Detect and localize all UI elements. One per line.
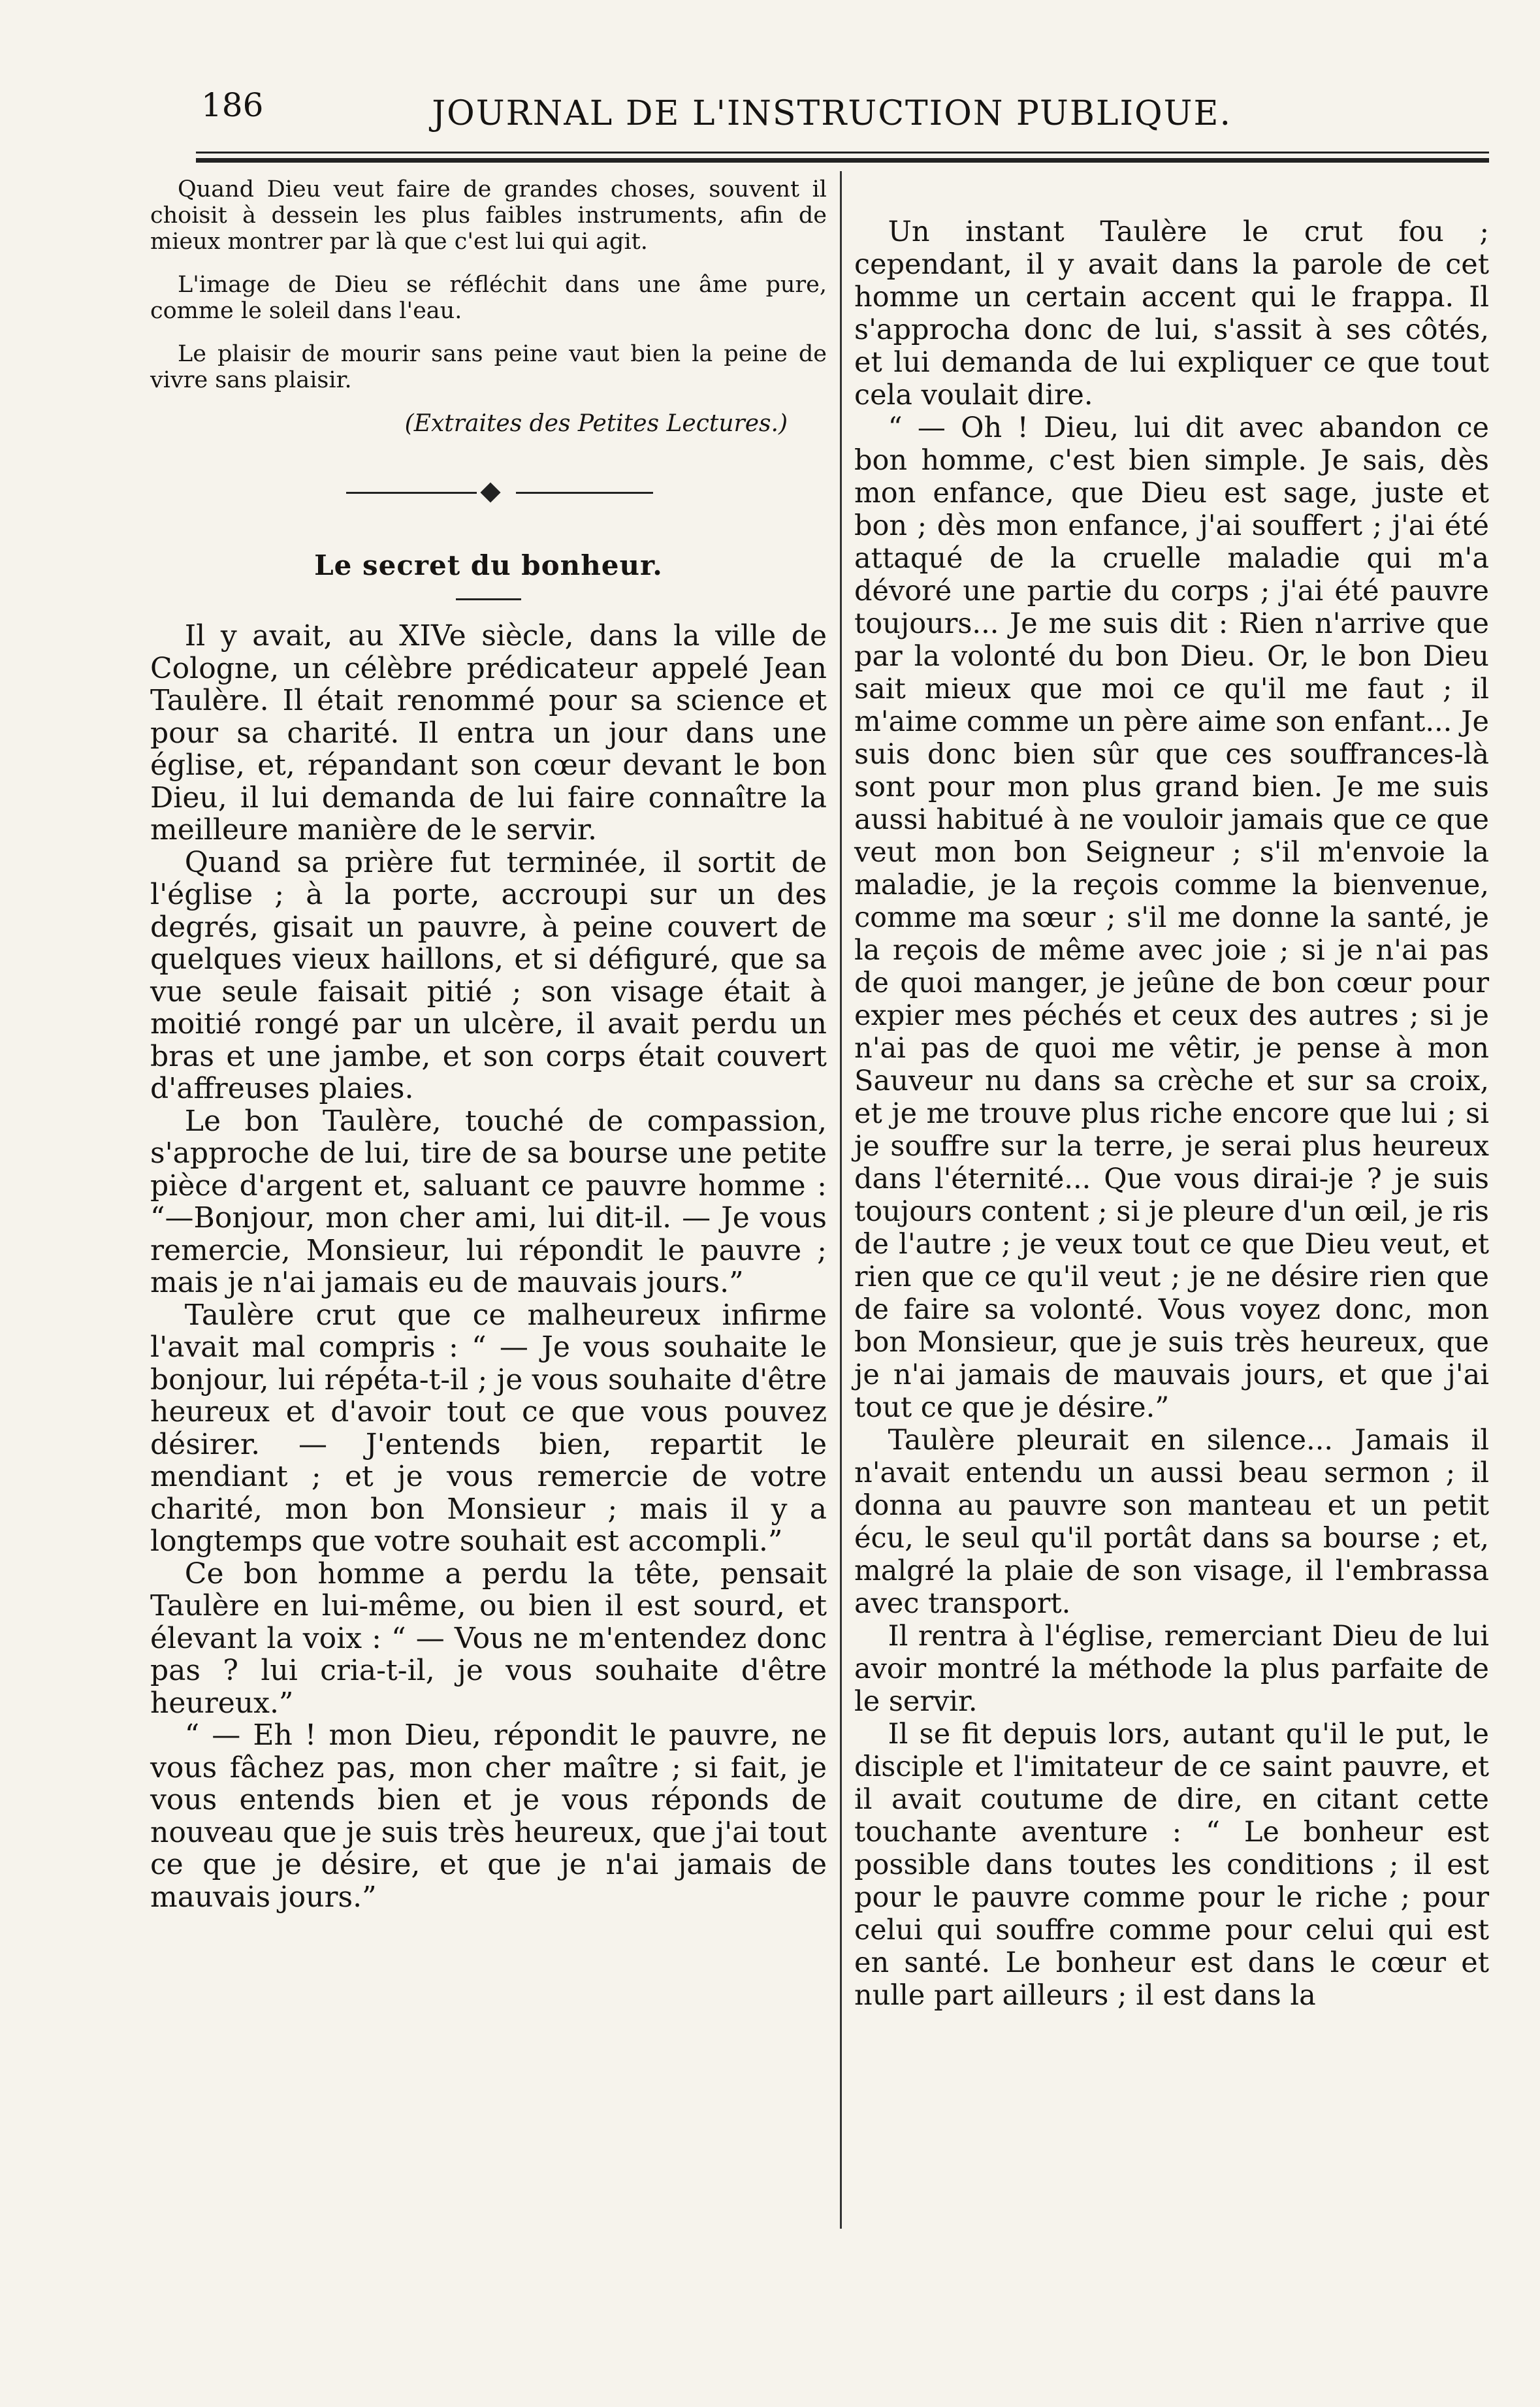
story-left-text (150, 620, 827, 1913)
story-paragraph: Il rentra à l'église, remerciant Dieu de lui avoir montré la méthode la plus parfaite de le servir. (854, 1620, 1489, 1718)
story-paragraph: Quand sa prière fut terminée, il sortit de l'église ; à la porte, accroupi sur un des degrés, gisait un pauvre, à peine couvert de quelques vieux haillons, et si défiguré, que sa vue seule faisait pitié ; son visage était à moitié rongé par un ulcère, il avait perdu un bras et une jambe, et son corps était couvert d'affreuses plaies. (150, 845, 827, 1105)
section-ornament (150, 460, 827, 526)
maxims-source: (Extraites des Petites Lectures.) (404, 410, 788, 437)
left-column (150, 176, 827, 1913)
right-column (854, 176, 1489, 2012)
maxim: L'image de Dieu se réfléchit dans une âme pure, comme le soleil dans l'eau. (150, 272, 827, 324)
column-divider (840, 171, 842, 2229)
story-paragraph: Il se fit depuis lors, autant qu'il le put, le disciple et l'imitateur de ce saint pauvre, et il avait coutume de dire, en citant cette touchante aventure : “ Le bonheur est possible dans toutes les conditions ; il est pour le pauvre comme pour le riche ; pour celui qui souffre comme pour celui qui est en santé. Le bonheur est dans le cœur et nulle part ailleurs ; il est dans la (854, 1718, 1489, 2012)
story-paragraph: Il y avait, au XIVe siècle, dans la ville de Cologne, un célèbre prédicateur appelé Jean Taulère. Il était renommé pour sa science et pour sa charité. Il entra un jour dans une église, et, répandant son cœur devant le bon Dieu, il lui demanda de lui faire connaître la meilleure manière de le servir. (150, 619, 827, 847)
story-right-text (854, 216, 1489, 2012)
story-paragraph: Ce bon homme a perdu la tête, pensait Taulère en lui-même, ou bien il est sourd, et élevant la voix : “ — Vous ne m'entendez donc pas ? lui cria-t-il, je vous souhaite d'être heureux.” (150, 1557, 827, 1720)
page-number: 186 (201, 86, 264, 124)
story-paragraph: Taulère pleurait en silence... Jamais il n'avait entendu un aussi beau sermon ; il donna au pauvre son manteau et un petit écu, le seul qu'il portât dans sa bourse ; et, malgré la plaie de son visage, il l'embrassa avec transport. (854, 1424, 1489, 1620)
running-title: JOURNAL DE L'INSTRUCTION PUBLIQUE. (432, 94, 1232, 133)
title-rule (456, 598, 521, 600)
maxim: Le plaisir de mourir sans peine vaut bien la peine de vivre sans plaisir. (150, 341, 827, 393)
story-paragraph: Taulère crut que ce malheureux infirme l'avait mal compris : “ — Je vous souhaite le bonjour, lui répéta-t-il ; je vous souhaite d'être heureux et d'avoir tout ce que vous pouvez désirer. — J'entends bien, repartit le mendiant ; et je vous remercie de votre charité, mon bon Monsieur ; mais il y a longtemps que votre souhait est accompli.” (150, 1298, 827, 1558)
page-header (196, 77, 1251, 149)
header-rule-thick (196, 158, 1489, 163)
story-title: Le secret du bonheur. (314, 549, 663, 581)
story-paragraph: “ — Eh ! mon Dieu, répondit le pauvre, ne vous fâchez pas, mon cher maître ; si fait, je vous entends bien et je vous réponds de nouveau que je suis très heureux, que j'ai tout ce que je désire, et que je n'ai jamais de mauvais jours.” (150, 1719, 827, 1914)
maxim: Quand Dieu veut faire de grandes choses, souvent il choisit à dessein les plus faibles instruments, afin de mieux montrer par là que c'est lui qui agit. (150, 176, 827, 255)
ornament-diamond (480, 482, 500, 502)
story-paragraph: Le bon Taulère, touché de compassion, s'approche de lui, tire de sa bourse une petite pièce d'argent et, saluant ce pauvre homme : “—Bonjour, mon cher ami, lui dit-il. — Je vous remercie, Monsieur, lui répondit le pauvre ; mais je n'ai jamais eu de mauvais jours.” (150, 1104, 827, 1299)
story-paragraph: “ — Oh ! Dieu, lui dit avec abandon ce bon homme, c'est bien simple. Je sais, dès mon enfance, que Dieu est sage, juste et bon ; dès mon enfance, j'ai souffert ; j'ai été attaqué de la cruelle maladie qui m'a dévoré une partie du corps ; j'ai été pauvre toujours... Je me suis dit : Rien n'arrive que par la volonté du bon Dieu. Or, le bon Dieu sait mieux que moi ce qu'il me faut ; il m'aime comme un père aime son enfant... Je suis donc bien sûr que ces souffrances-là sont pour mon plus grand bien. Je me suis aussi habitué à ne vouloir jamais que ce que veut mon bon Seigneur ; s'il m'envoie la maladie, je la reçois comme la bienvenue, comme ma sœur ; s'il me donne la santé, je la reçois de même avec joie ; si je n'ai pas de quoi manger, je jeûne de bon cœur pour expier mes péchés et ceux des autres ; si je n'ai pas de quoi me vêtir, je pense à mon Sauveur nu dans sa crèche et sur sa croix, et je me trouve plus riche encore que lui ; si je souffre sur la terre, je serai plus heureux dans l'éternité... Que vous dirai-je ? je suis toujours content ; si je pleure d'un œil, je ris de l'autre ; je veux tout ce que Dieu veut, et rien que ce qu'il veut ; je ne désire rien que de faire sa volonté. Vous voyez donc, mon bon Monsieur, que je suis très heureux, que je n'ai jamais de mauvais jours, et que j'ai tout ce que je désire.” (854, 412, 1489, 1424)
story-paragraph: Un instant Taulère le crut fou ; cependant, il y avait dans la parole de cet homme un certain accent qui le frappa. Il s'approcha donc de lui, s'assit à ses côtés, et lui demanda de lui expliquer ce que tout cela voulait dire. (854, 216, 1489, 412)
header-rule-thin (196, 152, 1489, 153)
